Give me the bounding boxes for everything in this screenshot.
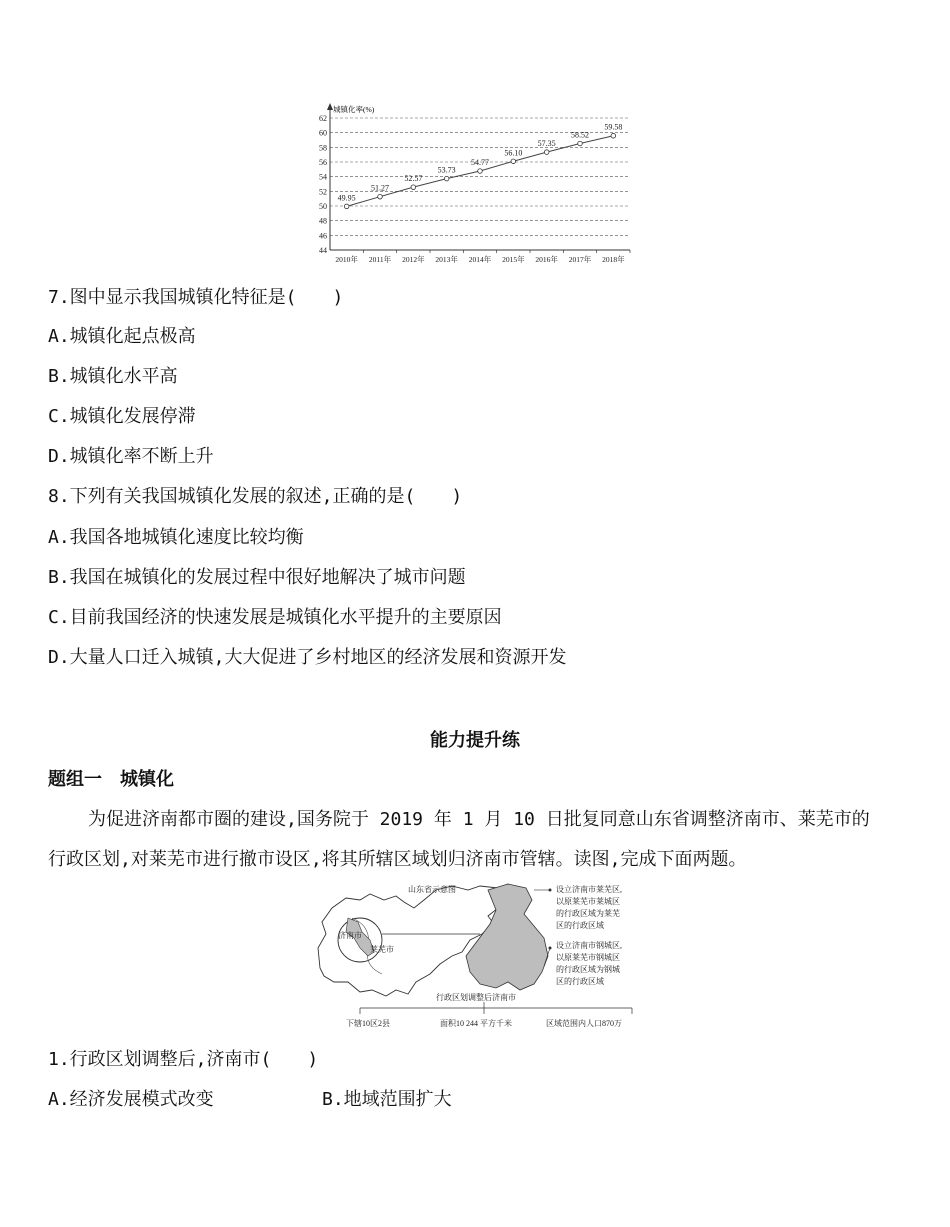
note-laiwu-1: 设立济南市莱芜区, <box>556 885 622 894</box>
data-point <box>444 176 449 181</box>
y-tick-label: 46 <box>319 231 327 241</box>
q1-stem: 1.行政区划调整后,济南市( ) <box>48 1049 319 1070</box>
x-tick-label: 2010年 <box>335 255 358 264</box>
y-tick-label: 52 <box>319 187 327 197</box>
y-tick-labels <box>319 114 327 255</box>
q7-option-d[interactable]: D.城镇化率不断上升 <box>48 446 214 467</box>
section-title: 能力提升练 <box>430 730 520 751</box>
x-tick-label: 2014年 <box>468 255 492 264</box>
q8-stem: 8.下列有关我国城镇化发展的叙述,正确的是( ) <box>48 486 463 507</box>
y-tick-label: 48 <box>319 216 327 226</box>
q7-stem: 7.图中显示我国城镇化特征是( ) <box>48 287 344 308</box>
y-tick-label: 60 <box>319 128 327 138</box>
x-tick-label: 2016年 <box>535 255 558 264</box>
x-tick-label: 2012年 <box>402 255 425 264</box>
x-tick-label: 2017年 <box>568 255 592 264</box>
data-label: 58.52 <box>571 130 589 140</box>
note-gangcheng-3: 的行政区域为钢城 <box>556 965 620 974</box>
y-tick-label: 56 <box>319 158 327 167</box>
note-gangcheng-1: 设立济南市钢城区, <box>556 941 622 950</box>
dot-laiwu <box>549 889 552 892</box>
data-label: 52.57 <box>404 174 423 184</box>
data-point <box>578 141 583 146</box>
jinan-map-figure <box>312 878 652 1034</box>
note-laiwu-3: 的行政区域为莱芜 <box>556 909 620 918</box>
q7-option-c[interactable]: C.城镇化发展停滞 <box>48 406 196 427</box>
y-tick-label: 54 <box>319 172 327 182</box>
q1-option-a[interactable]: A.经济发展模式改变 <box>48 1089 214 1110</box>
q8-option-d[interactable]: D.大量人口迁入城镇,大大促进了乡村地区的经济发展和资源开发 <box>48 647 567 668</box>
urbanization-rate-chart <box>300 100 640 268</box>
stat-districts: 下辖10区2县 <box>346 1019 390 1028</box>
y-tick-label: 50 <box>319 202 327 211</box>
data-point <box>611 133 616 138</box>
data-point <box>378 194 383 199</box>
intro-line-1: 为促进济南都市圈的建设,国务院于 2019 年 1 月 10 日批复同意山东省调整济南市、莱芜市的 <box>88 809 870 830</box>
q7-option-b[interactable]: B.城镇化水平高 <box>48 366 178 387</box>
data-point <box>511 159 516 164</box>
note-laiwu-4: 区的行政区域 <box>556 921 604 930</box>
data-label: 56.10 <box>504 148 523 158</box>
data-label: 57.35 <box>537 139 556 149</box>
data-point <box>344 204 349 209</box>
data-labels <box>338 123 623 203</box>
q8-option-c[interactable]: C.目前我国经济的快速发展是城镇化水平提升的主要原因 <box>48 607 502 628</box>
note-laiwu-2: 以原莱芜市莱城区 <box>556 897 620 906</box>
y-tick-label: 62 <box>319 114 327 123</box>
jinan-label: 济南市 <box>338 931 362 940</box>
data-point <box>544 150 549 155</box>
intro-line-2: 行政区划,对莱芜市进行撤市设区,将其所辖区域划归济南市管辖。读图,完成下面两题。 <box>48 849 747 870</box>
q7-option-a[interactable]: A.城镇化起点极高 <box>48 326 196 347</box>
q1-option-b[interactable]: B.地域范围扩大 <box>322 1089 452 1110</box>
province-label: 山东省示意图 <box>408 885 456 894</box>
data-label: 54.77 <box>471 158 489 168</box>
data-label: 59.58 <box>604 122 623 132</box>
x-tick-label: 2013年 <box>435 255 458 264</box>
data-label: 53.73 <box>437 165 456 175</box>
y-tick-label: 58 <box>319 143 327 153</box>
dot-gangcheng <box>549 947 552 950</box>
note-gangcheng-2: 以原莱芜市钢城区 <box>556 953 620 962</box>
data-label: 51.27 <box>371 183 389 193</box>
y-tick-label: 44 <box>319 246 327 255</box>
q8-option-b[interactable]: B.我国在城镇化的发展过程中很好地解决了城市问题 <box>48 567 466 588</box>
y-axis-label: 城镇化率(%) <box>333 105 375 114</box>
jinan-enlarged <box>466 884 548 990</box>
q8-option-a[interactable]: A.我国各地城镇化速度比较均衡 <box>48 527 304 548</box>
group-title: 题组一 城镇化 <box>48 769 174 790</box>
x-tick-label: 2018年 <box>602 255 625 264</box>
data-point <box>411 185 416 190</box>
x-tick-label: 2011年 <box>368 255 392 264</box>
stat-area: 面积10 244 平方千米 <box>440 1019 512 1028</box>
x-tick-labels <box>335 250 630 264</box>
laiwu-label: 莱芜市 <box>370 945 394 954</box>
stat-population: 区域范围内人口870万 <box>546 1019 622 1028</box>
after-title: 行政区划调整后济南市 <box>436 993 516 1002</box>
x-tick-label: 2015年 <box>502 255 525 264</box>
data-label: 49.95 <box>337 193 356 203</box>
data-point <box>478 169 483 174</box>
note-gangcheng-4: 区的行政区域 <box>556 977 604 986</box>
